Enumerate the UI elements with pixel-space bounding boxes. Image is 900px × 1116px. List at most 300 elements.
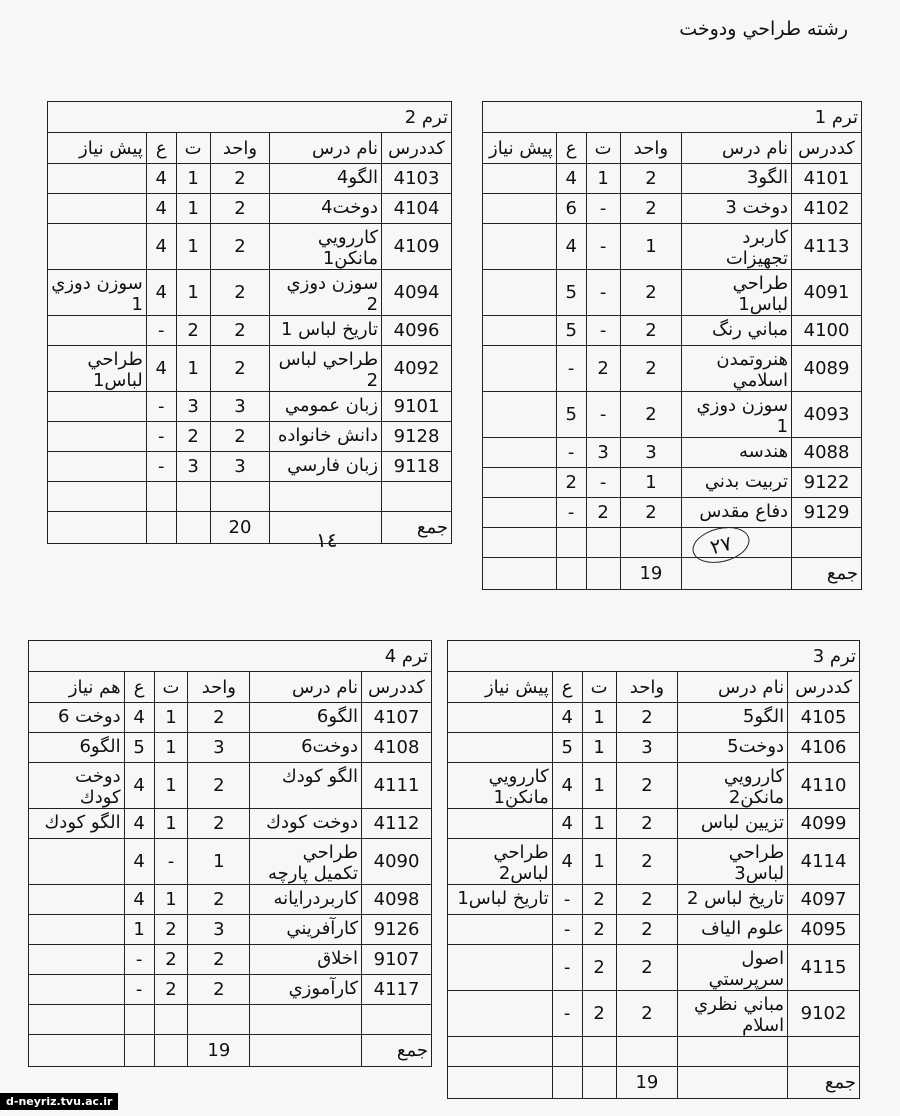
cell-name: تزيين لباس bbox=[678, 809, 788, 839]
term-title: ترم 3 bbox=[448, 641, 860, 672]
cell-prereq: سوزن دوزي 1 bbox=[48, 270, 147, 316]
header-row bbox=[29, 672, 432, 703]
table-row bbox=[448, 809, 860, 839]
header-code: كددرس bbox=[362, 672, 432, 703]
total-empty bbox=[678, 1067, 788, 1099]
cell-code bbox=[382, 482, 452, 512]
cell-prereq bbox=[29, 1005, 125, 1035]
header-units: واحد bbox=[188, 672, 250, 703]
cell-t: 1 bbox=[586, 164, 620, 194]
term-table-grid bbox=[47, 101, 452, 544]
cell-name: دوخت كودك bbox=[250, 809, 362, 839]
cell-prereq bbox=[448, 915, 553, 945]
cell-t: - bbox=[586, 224, 620, 270]
cell-a: - bbox=[146, 452, 176, 482]
table-row bbox=[483, 392, 862, 438]
total-label: جمع bbox=[362, 1035, 432, 1067]
cell-units: 2 bbox=[620, 164, 682, 194]
header-name: نام درس bbox=[250, 672, 362, 703]
table-row bbox=[48, 392, 452, 422]
cell-units: 2 bbox=[616, 809, 678, 839]
cell-prereq: دوخت 6 bbox=[29, 703, 125, 733]
table-row bbox=[448, 703, 860, 733]
term-table-grid bbox=[447, 640, 860, 1099]
cell-code: 9129 bbox=[792, 498, 862, 528]
cell-a: 4 bbox=[552, 839, 582, 885]
cell-prereq bbox=[483, 528, 557, 558]
table-row bbox=[48, 422, 452, 452]
cell-a: - bbox=[556, 438, 586, 468]
cell-units: 2 bbox=[210, 270, 270, 316]
cell-prereq bbox=[48, 452, 147, 482]
cell-name: طراحي لباس3 bbox=[678, 839, 788, 885]
table-row bbox=[483, 346, 862, 392]
cell-t: 2 bbox=[154, 915, 188, 945]
header-prereq: پيش نياز bbox=[483, 133, 557, 164]
cell-name: الگو5 bbox=[678, 703, 788, 733]
cell-t: 1 bbox=[176, 270, 210, 316]
cell-prereq bbox=[483, 498, 557, 528]
term-title-row bbox=[483, 102, 862, 133]
cell-prereq bbox=[48, 164, 147, 194]
table-row bbox=[483, 438, 862, 468]
cell-code: 4108 bbox=[362, 733, 432, 763]
cell-prereq bbox=[448, 733, 553, 763]
cell-a: 4 bbox=[556, 164, 586, 194]
cell-units: 2 bbox=[620, 270, 682, 316]
header-prereq: پيش نياز bbox=[448, 672, 553, 703]
total-empty bbox=[146, 512, 176, 544]
cell-code: 4109 bbox=[382, 224, 452, 270]
table-row bbox=[48, 346, 452, 392]
total-units: 20 bbox=[210, 512, 270, 544]
cell-prereq: دوخت كودك bbox=[29, 763, 125, 809]
cell-a bbox=[146, 482, 176, 512]
header-name: نام درس bbox=[682, 133, 792, 164]
cell-t: 3 bbox=[176, 452, 210, 482]
cell-code: 4097 bbox=[788, 885, 860, 915]
cell-code: 4088 bbox=[792, 438, 862, 468]
cell-units: 2 bbox=[616, 839, 678, 885]
cell-t: 2 bbox=[582, 991, 616, 1037]
total-row bbox=[483, 558, 862, 590]
cell-name: الگو كودك bbox=[250, 763, 362, 809]
cell-prereq bbox=[448, 809, 553, 839]
cell-a: - bbox=[552, 945, 582, 991]
table-row bbox=[29, 703, 432, 733]
total-units: 19 bbox=[188, 1035, 250, 1067]
cell-t: 2 bbox=[176, 422, 210, 452]
cell-code: 4091 bbox=[792, 270, 862, 316]
cell-t bbox=[176, 482, 210, 512]
cell-name: تاريخ لباس 2 bbox=[678, 885, 788, 915]
cell-prereq bbox=[483, 468, 557, 498]
table-row bbox=[29, 1005, 432, 1035]
cell-t: 1 bbox=[582, 809, 616, 839]
cell-code: 4098 bbox=[362, 885, 432, 915]
table-row bbox=[448, 1037, 860, 1067]
cell-units: 2 bbox=[188, 975, 250, 1005]
table-row bbox=[448, 915, 860, 945]
cell-t: - bbox=[586, 270, 620, 316]
cell-a: - bbox=[556, 498, 586, 528]
cell-t: - bbox=[586, 194, 620, 224]
cell-prereq bbox=[483, 270, 557, 316]
cell-code: 4107 bbox=[362, 703, 432, 733]
cell-units: 3 bbox=[620, 438, 682, 468]
table-row bbox=[483, 468, 862, 498]
table-row bbox=[29, 885, 432, 915]
cell-prereq bbox=[48, 392, 147, 422]
cell-code: 4089 bbox=[792, 346, 862, 392]
cell-prereq bbox=[29, 945, 125, 975]
cell-a: 5 bbox=[556, 270, 586, 316]
cell-prereq bbox=[448, 991, 553, 1037]
cell-name: اخلاق bbox=[250, 945, 362, 975]
cell-name: دوخت5 bbox=[678, 733, 788, 763]
cell-a: - bbox=[146, 392, 176, 422]
cell-name: علوم الياف bbox=[678, 915, 788, 945]
cell-code: 9101 bbox=[382, 392, 452, 422]
cell-name: تاريخ لباس 1 bbox=[270, 316, 382, 346]
cell-a bbox=[552, 1037, 582, 1067]
cell-units: 1 bbox=[620, 224, 682, 270]
cell-t: 2 bbox=[154, 975, 188, 1005]
cell-t: 1 bbox=[154, 703, 188, 733]
cell-a: - bbox=[556, 346, 586, 392]
cell-code: 4105 bbox=[788, 703, 860, 733]
cell-name: زبان فارسي bbox=[270, 452, 382, 482]
cell-t bbox=[586, 528, 620, 558]
cell-prereq bbox=[483, 438, 557, 468]
cell-prereq bbox=[483, 224, 557, 270]
table-row bbox=[48, 482, 452, 512]
total-label: جمع bbox=[792, 558, 862, 590]
cell-code: 4104 bbox=[382, 194, 452, 224]
cell-a: - bbox=[124, 975, 154, 1005]
cell-name: كارآموزي bbox=[250, 975, 362, 1005]
cell-name: اصول سرپرستي bbox=[678, 945, 788, 991]
cell-name: سوزن دوزي 2 bbox=[270, 270, 382, 316]
cell-a: - bbox=[124, 945, 154, 975]
cell-name: سوزن دوزي 1 bbox=[682, 392, 792, 438]
cell-code bbox=[362, 1005, 432, 1035]
term-title: ترم 1 bbox=[483, 102, 862, 133]
cell-a: - bbox=[552, 915, 582, 945]
cell-units bbox=[210, 482, 270, 512]
total-label: جمع bbox=[788, 1067, 860, 1099]
cell-prereq bbox=[29, 839, 125, 885]
cell-code bbox=[788, 1037, 860, 1067]
cell-a: 4 bbox=[146, 224, 176, 270]
footer-url[interactable]: d-neyriz.tvu.ac.ir bbox=[0, 1093, 118, 1110]
cell-name: كاربرد تجهيزات bbox=[682, 224, 792, 270]
cell-name: طراحي لباس1 bbox=[682, 270, 792, 316]
header-code: كددرس bbox=[382, 133, 452, 164]
total-empty bbox=[29, 1035, 125, 1067]
cell-prereq bbox=[48, 422, 147, 452]
total-empty bbox=[556, 558, 586, 590]
cell-name: طراحي تكميل پارچه bbox=[250, 839, 362, 885]
table-row bbox=[448, 733, 860, 763]
cell-t: 1 bbox=[154, 809, 188, 839]
cell-prereq bbox=[29, 915, 125, 945]
cell-t: 1 bbox=[176, 224, 210, 270]
cell-units: 3 bbox=[188, 915, 250, 945]
cell-prereq bbox=[483, 346, 557, 392]
cell-name bbox=[250, 1005, 362, 1035]
cell-t: 2 bbox=[586, 346, 620, 392]
cell-a: 4 bbox=[146, 194, 176, 224]
header-units: واحد bbox=[210, 133, 270, 164]
table-row bbox=[29, 763, 432, 809]
cell-prereq bbox=[448, 1037, 553, 1067]
table-row bbox=[48, 316, 452, 346]
cell-t: 1 bbox=[582, 839, 616, 885]
cell-name: الگو4 bbox=[270, 164, 382, 194]
table-row bbox=[483, 270, 862, 316]
cell-t: 3 bbox=[586, 438, 620, 468]
term-table-grid bbox=[28, 640, 432, 1067]
cell-t: 1 bbox=[582, 703, 616, 733]
cell-units bbox=[616, 1037, 678, 1067]
cell-code: 9126 bbox=[362, 915, 432, 945]
cell-a: 4 bbox=[146, 346, 176, 392]
cell-prereq: تاريخ لباس1 bbox=[448, 885, 553, 915]
cell-code: 4103 bbox=[382, 164, 452, 194]
cell-prereq bbox=[29, 885, 125, 915]
cell-code: 4113 bbox=[792, 224, 862, 270]
table-row bbox=[448, 763, 860, 809]
cell-code: 4111 bbox=[362, 763, 432, 809]
term3-table bbox=[447, 640, 860, 1099]
cell-code: 4106 bbox=[788, 733, 860, 763]
cell-units: 2 bbox=[616, 991, 678, 1037]
term-title-row bbox=[29, 641, 432, 672]
cell-t: - bbox=[154, 839, 188, 885]
header-a: ع bbox=[146, 133, 176, 164]
cell-units: 2 bbox=[616, 945, 678, 991]
cell-code: 4099 bbox=[788, 809, 860, 839]
cell-t: 1 bbox=[154, 885, 188, 915]
cell-prereq: طراحي لباس2 bbox=[448, 839, 553, 885]
cell-units: 2 bbox=[188, 809, 250, 839]
cell-code: 9102 bbox=[788, 991, 860, 1037]
total-row bbox=[48, 512, 452, 544]
cell-a: 4 bbox=[124, 763, 154, 809]
cell-t: 1 bbox=[176, 194, 210, 224]
term4-table bbox=[28, 640, 432, 1067]
cell-name: كاررويي مانكن2 bbox=[678, 763, 788, 809]
cell-code: 4110 bbox=[788, 763, 860, 809]
term-table-grid bbox=[482, 101, 862, 590]
cell-code: 4090 bbox=[362, 839, 432, 885]
cell-name: هندسه bbox=[682, 438, 792, 468]
cell-name: طراحي لباس 2 bbox=[270, 346, 382, 392]
cell-name: الگو6 bbox=[250, 703, 362, 733]
cell-a: 4 bbox=[124, 703, 154, 733]
header-row bbox=[48, 133, 452, 164]
cell-a: 4 bbox=[556, 224, 586, 270]
cell-name: هنروتمدن اسلامي bbox=[682, 346, 792, 392]
cell-a: 1 bbox=[124, 915, 154, 945]
table-row bbox=[29, 733, 432, 763]
cell-a: 5 bbox=[552, 733, 582, 763]
cell-t: 2 bbox=[154, 945, 188, 975]
cell-units: 2 bbox=[188, 763, 250, 809]
cell-units: 2 bbox=[210, 316, 270, 346]
cell-code: 4092 bbox=[382, 346, 452, 392]
cell-a: - bbox=[146, 316, 176, 346]
cell-units: 1 bbox=[620, 468, 682, 498]
cell-t: 1 bbox=[154, 763, 188, 809]
cell-units: 2 bbox=[620, 392, 682, 438]
table-row bbox=[483, 224, 862, 270]
table-row bbox=[29, 975, 432, 1005]
cell-units: 2 bbox=[620, 346, 682, 392]
cell-a: - bbox=[146, 422, 176, 452]
table-row bbox=[29, 809, 432, 839]
cell-t: 1 bbox=[582, 733, 616, 763]
cell-units: 2 bbox=[188, 885, 250, 915]
cell-t: 2 bbox=[586, 498, 620, 528]
total-row bbox=[448, 1067, 860, 1099]
cell-a: 4 bbox=[124, 839, 154, 885]
table-row bbox=[48, 194, 452, 224]
cell-units: 2 bbox=[210, 194, 270, 224]
cell-code: 4093 bbox=[792, 392, 862, 438]
cell-units: 3 bbox=[188, 733, 250, 763]
cell-a: - bbox=[552, 885, 582, 915]
cell-name: دوخت6 bbox=[250, 733, 362, 763]
cell-units: 2 bbox=[616, 915, 678, 945]
cell-t: 2 bbox=[176, 316, 210, 346]
total-empty bbox=[448, 1067, 553, 1099]
total-empty bbox=[154, 1035, 188, 1067]
cell-units: 2 bbox=[620, 194, 682, 224]
cell-units: 2 bbox=[620, 498, 682, 528]
cell-prereq bbox=[448, 703, 553, 733]
cell-prereq: الگو كودك bbox=[29, 809, 125, 839]
total-units: 19 bbox=[616, 1067, 678, 1099]
cell-units bbox=[188, 1005, 250, 1035]
cell-a: 4 bbox=[124, 885, 154, 915]
cell-code: 4114 bbox=[788, 839, 860, 885]
table-row bbox=[29, 839, 432, 885]
cell-prereq bbox=[483, 316, 557, 346]
cell-code: 4095 bbox=[788, 915, 860, 945]
cell-code bbox=[792, 528, 862, 558]
cell-a: 4 bbox=[552, 703, 582, 733]
table-row bbox=[48, 270, 452, 316]
cell-units: 2 bbox=[616, 885, 678, 915]
cell-name: تربيت بدني bbox=[682, 468, 792, 498]
cell-units: 2 bbox=[188, 945, 250, 975]
cell-prereq bbox=[48, 316, 147, 346]
cell-code: 4112 bbox=[362, 809, 432, 839]
total-empty bbox=[124, 1035, 154, 1067]
cell-t: 1 bbox=[154, 733, 188, 763]
total-empty bbox=[250, 1035, 362, 1067]
cell-t: 3 bbox=[176, 392, 210, 422]
cell-name: مباني نظري اسلام bbox=[678, 991, 788, 1037]
cell-units: 2 bbox=[620, 316, 682, 346]
table-row bbox=[448, 839, 860, 885]
cell-units: 2 bbox=[616, 763, 678, 809]
term-title: ترم 4 bbox=[29, 641, 432, 672]
cell-name: دوخت4 bbox=[270, 194, 382, 224]
cell-units: 3 bbox=[210, 452, 270, 482]
cell-a bbox=[556, 528, 586, 558]
table-row bbox=[483, 316, 862, 346]
cell-prereq bbox=[483, 164, 557, 194]
cell-name: الگو3 bbox=[682, 164, 792, 194]
cell-t bbox=[154, 1005, 188, 1035]
cell-name: كارآفريني bbox=[250, 915, 362, 945]
header-t: ت bbox=[154, 672, 188, 703]
table-row bbox=[29, 915, 432, 945]
cell-name: دفاع مقدس bbox=[682, 498, 792, 528]
header-code: كددرس bbox=[788, 672, 860, 703]
cell-units: 1 bbox=[188, 839, 250, 885]
cell-units: 2 bbox=[210, 346, 270, 392]
header-units: واحد bbox=[620, 133, 682, 164]
cell-units: 2 bbox=[210, 422, 270, 452]
cell-a: 6 bbox=[556, 194, 586, 224]
total-empty bbox=[586, 558, 620, 590]
table-row bbox=[483, 498, 862, 528]
table-row bbox=[448, 991, 860, 1037]
cell-t: - bbox=[586, 468, 620, 498]
total-empty bbox=[682, 558, 792, 590]
page-number: ١٤ bbox=[316, 528, 338, 552]
cell-code: 4096 bbox=[382, 316, 452, 346]
term1-table bbox=[482, 101, 862, 590]
term2-table bbox=[47, 101, 452, 544]
cell-code: 9128 bbox=[382, 422, 452, 452]
header-prereq: هم نياز bbox=[29, 672, 125, 703]
cell-a: 4 bbox=[552, 809, 582, 839]
header-a: ع bbox=[124, 672, 154, 703]
total-empty bbox=[582, 1067, 616, 1099]
cell-name: زبان عمومي bbox=[270, 392, 382, 422]
table-row bbox=[483, 194, 862, 224]
cell-units: 2 bbox=[210, 164, 270, 194]
cell-code: 9118 bbox=[382, 452, 452, 482]
term-title-row bbox=[48, 102, 452, 133]
cell-t: - bbox=[586, 316, 620, 346]
total-empty bbox=[483, 558, 557, 590]
cell-a bbox=[124, 1005, 154, 1035]
term-title: ترم 2 bbox=[48, 102, 452, 133]
cell-code: 4100 bbox=[792, 316, 862, 346]
header-name: نام درس bbox=[678, 672, 788, 703]
header-code: كددرس bbox=[792, 133, 862, 164]
cell-prereq bbox=[48, 194, 147, 224]
table-row bbox=[29, 945, 432, 975]
cell-t: 1 bbox=[582, 763, 616, 809]
table-row bbox=[483, 164, 862, 194]
cell-a: 5 bbox=[556, 392, 586, 438]
total-empty bbox=[48, 512, 147, 544]
cell-t: 1 bbox=[176, 164, 210, 194]
cell-prereq bbox=[48, 224, 147, 270]
cell-units: 3 bbox=[616, 733, 678, 763]
header-prereq: پيش نياز bbox=[48, 133, 147, 164]
cell-prereq: كاررويي مانكن1 bbox=[448, 763, 553, 809]
header-a: ع bbox=[552, 672, 582, 703]
cell-units: 2 bbox=[188, 703, 250, 733]
